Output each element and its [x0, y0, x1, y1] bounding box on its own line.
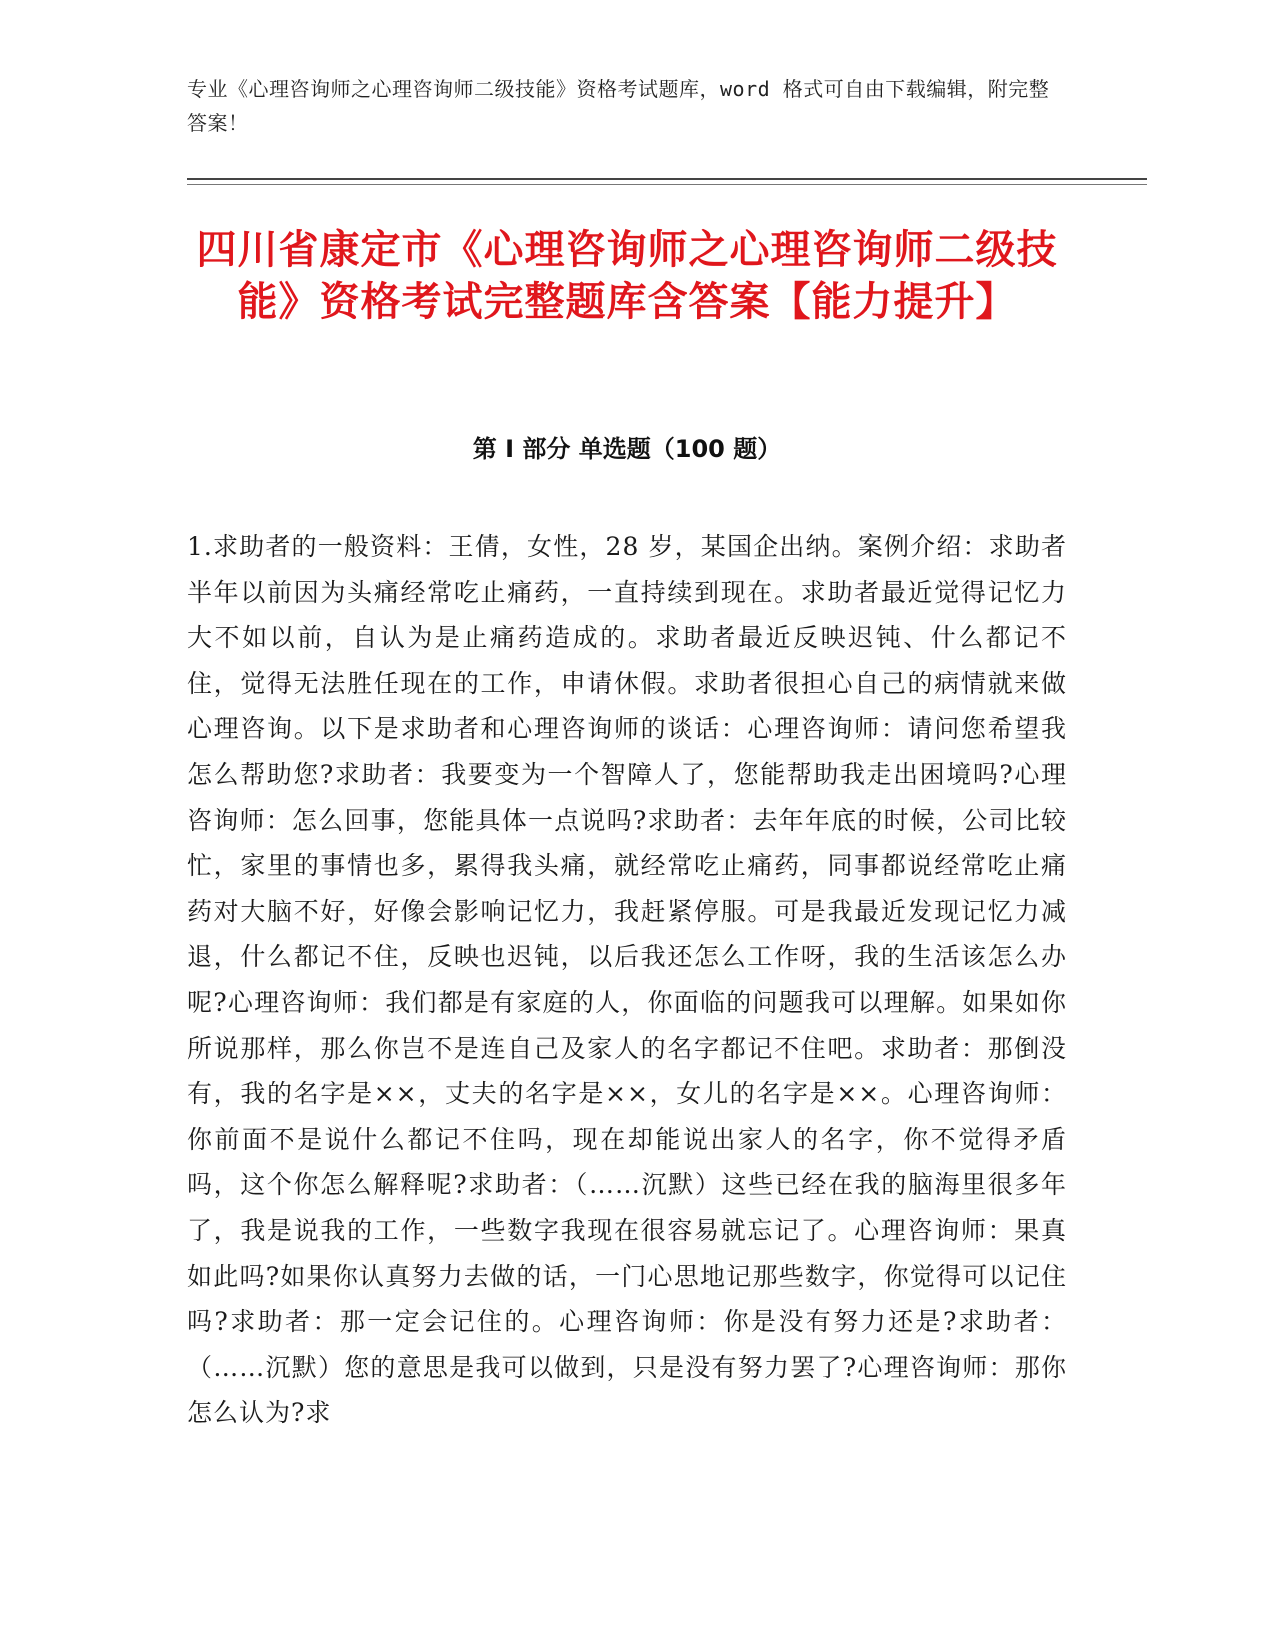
document-title: 四川省康定市《心理咨询师之心理咨询师二级技能》资格考试完整题库含答案【能力提升】 [196, 227, 1058, 325]
header-note: 专业《心理咨询师之心理咨询师二级技能》资格考试题库，word 格式可自由下载编辑，附完整答案！ [187, 77, 1050, 135]
header-divider-thick [187, 178, 1147, 180]
header-divider-thin [187, 184, 1147, 185]
question-text: 1.求助者的一般资料：王倩，女性，28 岁，某国企出纳。案例介绍：求助者半年以前因为头痛经常吃止痛药，一直持续到现在。求助者最近觉得记忆力大不如以前，自认为是止痛药造成的。求助者最近反映迟钝、什么都记不住，觉得无法胜任现在的工作，申请休假。求助者很担心自己的病情就来做心理咨询。以下是求助者和心理咨询师的谈话：心理咨询师：请问您希望我怎么帮助您?求助者：我要变为一个智障人了，您能帮助我走出困境吗?心理咨询师：怎么回事，您能具体一点说吗?求助者：去年年底的时候，公司比较忙，家里的事情也多，累得我头痛，就经常吃止痛药，同事都说经常吃止痛药对大脑不好，好像会影响记忆力，我赶紧停服。可是我最近发现记忆力减退，什么都记不住，反映也迟钝，以后我还怎么工作呀，我的生活该怎么办呢?心理咨询师：我们都是有家庭的人，你面临的问题我可以理解。如果如你所说那样，那么你岂不是连自己及家人的名字都记不住吧。求助者：那倒没有，我的名字是××，丈夫的名字是××，女儿的名字是××。心理咨询师：你前面不是说什么都记不住吗，现在却能说出家人的名字，你不觉得矛盾吗，这个你怎么解释呢?求助者：（……沉默）这些已经在我的脑海里很多年了，我是说我的工作，一些数字我现在很容易就忘记了。心理咨询师：果真如此吗?如果你认真努力去做的话，一门心思地记那些数字，你觉得可以记住吗?求助者：那一定会记住的。心理咨询师：你是没有努力还是?求助者：（……沉默）您的意思是我可以做到，只是没有努力罢了?心理咨询师：那你怎么认为?求 [187, 532, 1067, 1428]
section-heading: 第 I 部分 单选题（100 题） [472, 435, 782, 463]
